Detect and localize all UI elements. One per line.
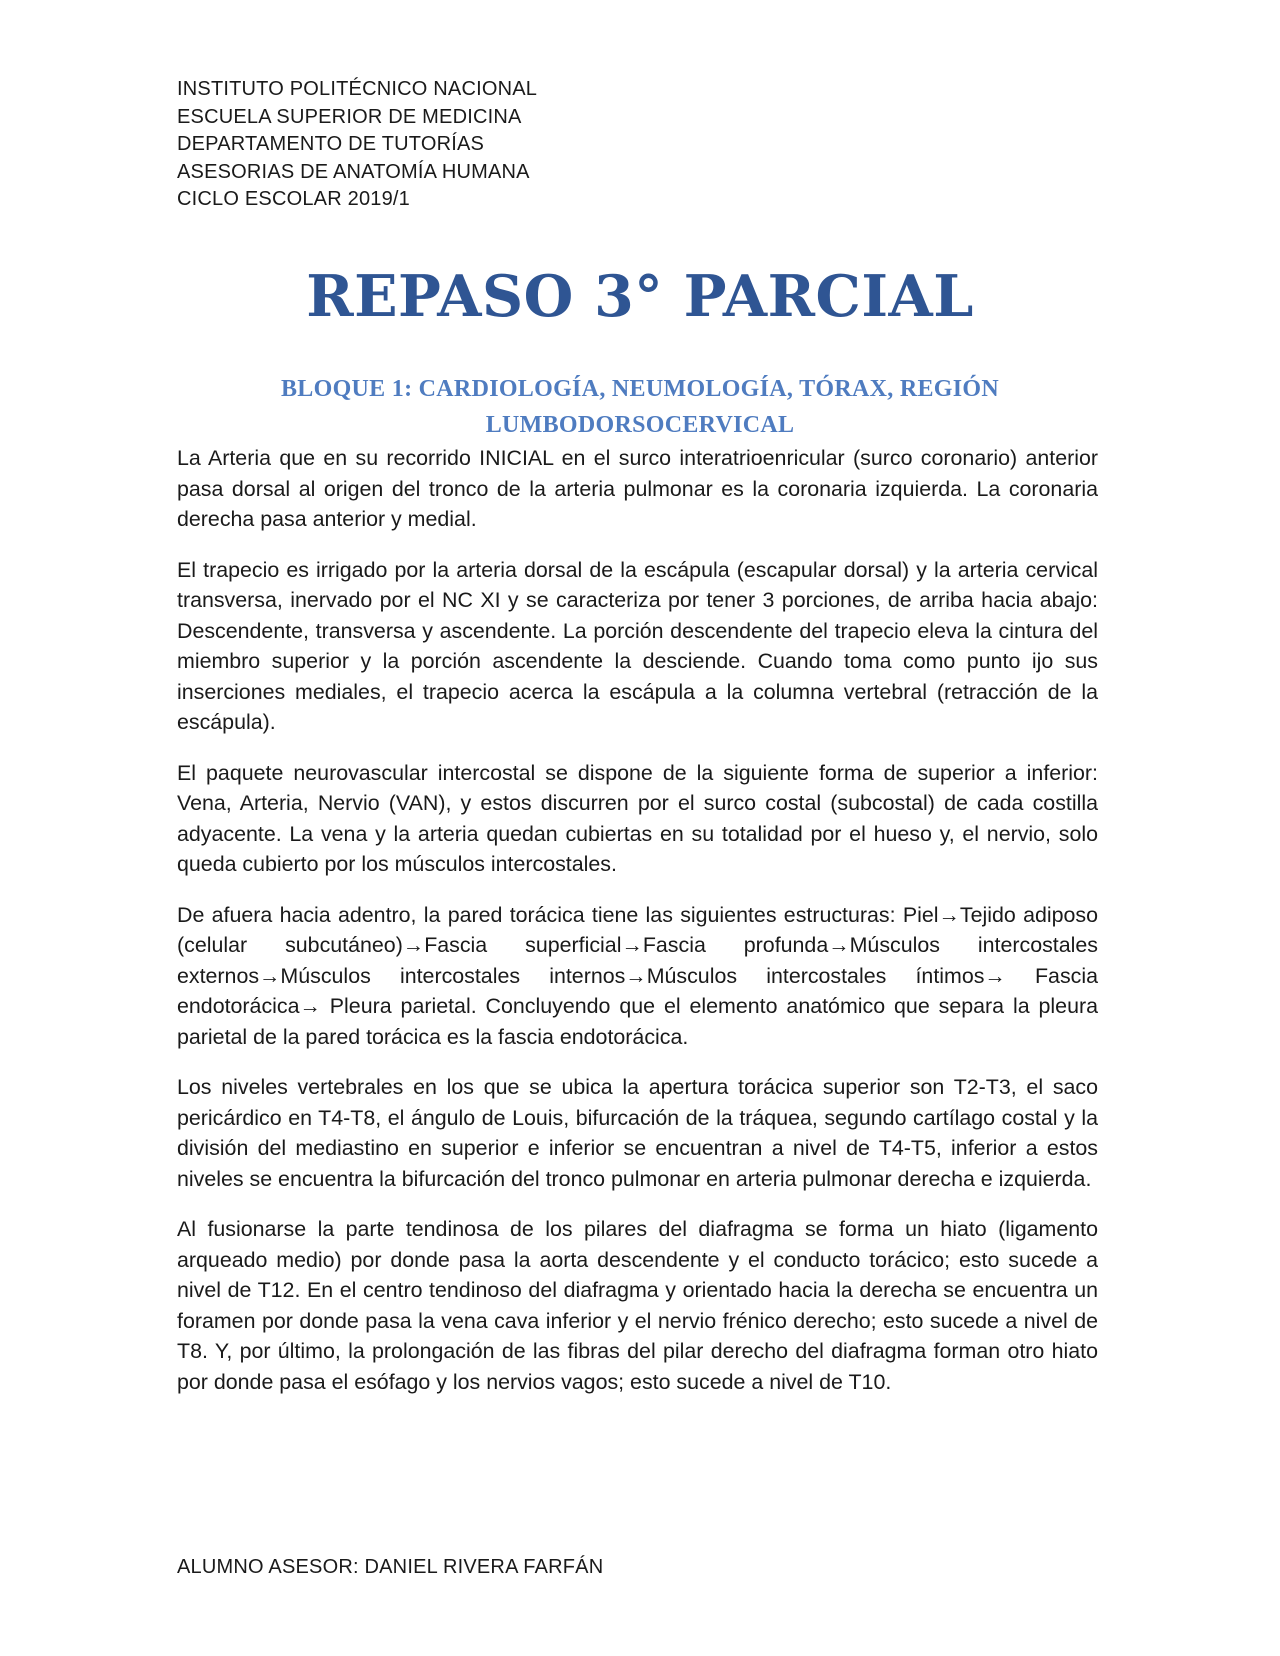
header-line-department: DEPARTAMENTO DE TUTORÍAS — [177, 133, 485, 155]
block-subtitle: BLOQUE 1: CARDIOLOGÍA, NEUMOLOGÍA, TÓRAX, REGIÓN LUMBODORSOCERVICAL — [280, 376, 1000, 438]
header-line-institute: INSTITUTO POLITÉCNICO NACIONAL — [177, 78, 538, 100]
document-title: REPASO 3° PARCIAL — [306, 263, 974, 330]
header-line-school: ESCUELA SUPERIOR DE MEDICINA — [177, 105, 522, 128]
document-body — [177, 443, 1098, 1417]
author-footer: ALUMNO ASESOR: DANIEL RIVERA FARFÁN — [177, 1556, 604, 1578]
paragraph-intercostal-bundle: El paquete neurovascular intercostal se dispone de la siguiente forma de superior a inferior: Vena, Arteria, Nervio (VAN), y estos discurren por el surco costal (subcostal) de cada costilla adyacente. La vena y la arteria quedan cubiertas en su totalidad por el hueso y, el nervio, solo queda cubierto por los músculos intercostales. — [177, 760, 1098, 876]
paragraph-thoracic-wall: De afuera hacia adentro, la pared torácica tiene las siguientes estructuras: Piel→Tejido adiposo (celular subcutáneo)→Fascia superficial→Fascia profunda→Músculos intercostales externos→Músculos intercostales internos→Músculos intercostales íntimos→ Fascia endotorácica→ Pleura parietal. Concluyendo que el elemento anatómico que separa la pleura parietal de la pared torácica es la fascia endotorácica. — [177, 902, 1098, 1049]
institution-header — [177, 76, 537, 214]
header-line-cycle: CICLO ESCOLAR 2019/1 — [177, 188, 410, 210]
paragraph-coronary: La Arteria que en su recorrido INICIAL en el surco interatrioenricular (surco coronario) anterior pasa dorsal al origen del tronco de la arteria pulmonar es la coronaria izquierda. La coronaria derecha pasa anterior y medial. — [177, 446, 1098, 531]
paragraph-vertebral-levels: Los niveles vertebrales en los que se ubica la apertura torácica superior son T2-T3, el saco pericárdico en T4-T8, el ángulo de Louis, bifurcación de la tráquea, segundo cartílago costal y la división del mediastino en superior e inferior se encuentran a nivel de T4-T5, inferior a estos niveles se encuentra la bifurcación del tronco pulmonar en arteria pulmonar derecha e izquierda. — [177, 1075, 1098, 1191]
paragraph-trapezius: El trapecio es irrigado por la arteria dorsal de la escápula (escapular dorsal) y la arteria cervical transversa, inervado por el NC XI y se caracteriza por tener 3 porciones, de arriba hacia abajo: Descendente, transversa y ascendente. La porción descendente del trapecio eleva la cintura del miembro superior y la porción ascendente la desciende. Cuando toma como punto ijo sus inserciones mediales, el trapecio acerca la escápula a la columna vertebral (retracción de la escápula). — [177, 557, 1098, 734]
header-line-course: ASESORIAS DE ANATOMÍA HUMANA — [177, 160, 530, 183]
paragraph-diaphragm: Al fusionarse la parte tendinosa de los pilares del diafragma se forma un hiato (ligamento arqueado medio) por donde pasa la aorta descendente y el conducto torácico; esto sucede a nivel de T12. En el centro tendinoso del diafragma y orientado hacia la derecha se encuentra un foramen por donde pasa la vena cava inferior y el nervio frénico derecho; esto sucede a nivel de T8. Y, por último, la prolongación de las fibras del pilar derecho del diafragma forman otro hiato por donde pasa el esófago y los nervios vagos; esto sucede a nivel de T10. — [177, 1217, 1098, 1394]
